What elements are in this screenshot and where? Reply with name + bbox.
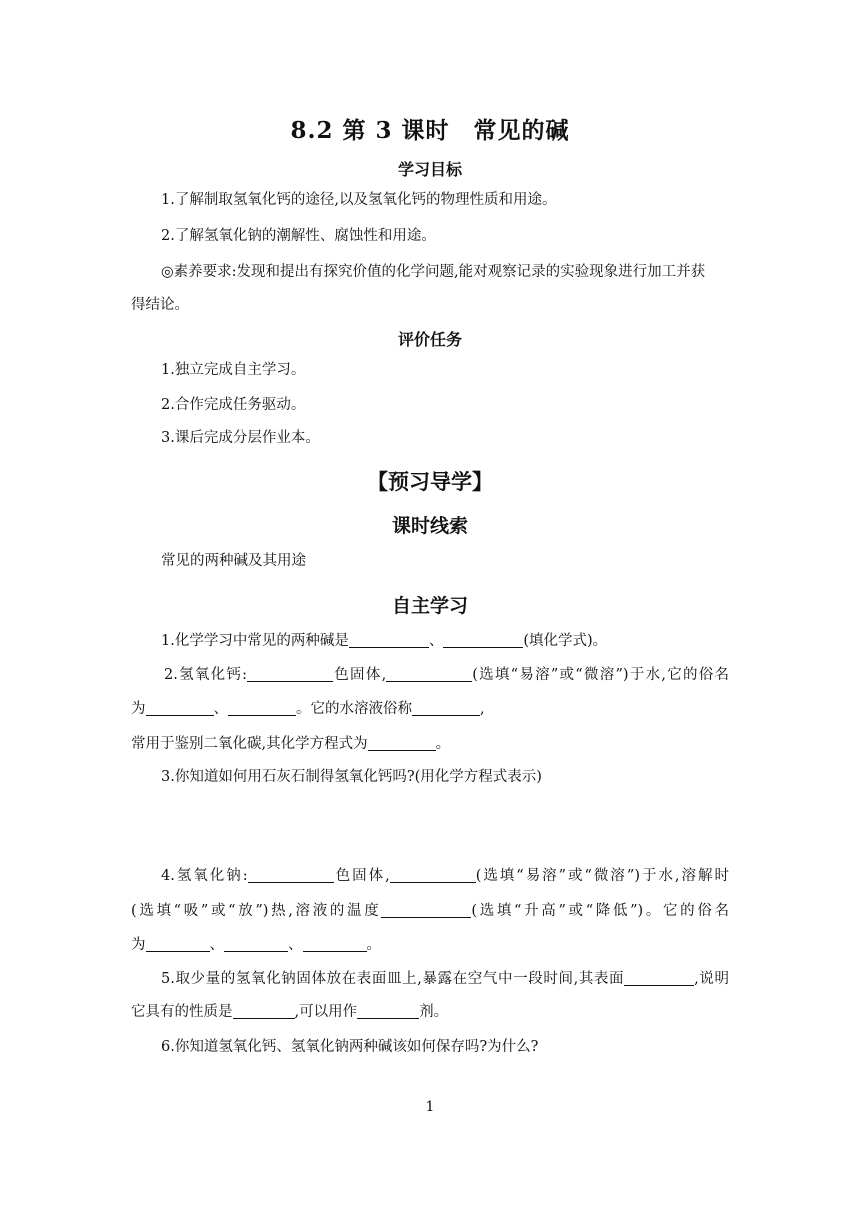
question-2-line-1: 2.氢氧化钙: 色固体, (选填“易溶”或“微溶”)于水,它的俗名 [164, 667, 729, 683]
question-1: 1.化学学习中常见的两种碱是 、 (填化学式)。 [161, 633, 608, 649]
answer-blank[interactable] [224, 937, 288, 952]
question-2-line-3: 常用于鉴别二氧化碳,其化学方程式为 。 [131, 736, 451, 752]
answer-blank[interactable] [443, 633, 523, 648]
answer-blank[interactable] [303, 937, 367, 952]
answer-blank[interactable] [146, 701, 214, 716]
answer-blank[interactable] [349, 633, 429, 648]
answer-blank[interactable] [390, 868, 476, 883]
section-heading-goals: 学习目标 [397, 160, 462, 179]
question-5-line-2: 它具有的性质是 ,可以用作 剂。 [131, 1004, 449, 1020]
answer-blank[interactable] [412, 701, 480, 716]
answer-blank[interactable] [386, 667, 472, 682]
goal-item-1: 1.了解制取氢氧化钙的途径,以及氢氧化钙的物理性质和用途。 [161, 192, 557, 208]
answer-blank[interactable] [357, 1004, 419, 1019]
answer-blank[interactable] [247, 667, 333, 682]
task-item-3: 3.课后完成分层作业本。 [161, 430, 320, 446]
answer-blank[interactable] [248, 868, 334, 883]
page-title: 8.2 第 3 课时 常见的碱 [290, 117, 570, 144]
question-4-line-3: 为 、 、 。 [131, 937, 381, 953]
question-6: 6.你知道氢氧化钙、氢氧化钠两种碱该如何保存吗?为什么? [161, 1039, 539, 1055]
question-3: 3.你知道如何用石灰石制得氢氧化钙吗?(用化学方程式表示) [161, 769, 542, 785]
literacy-requirement-line-2: 得结论。 [131, 297, 189, 313]
clue-text: 常见的两种碱及其用途 [161, 553, 306, 569]
preview-heading: 【预习导学】 [367, 470, 493, 494]
answer-blank[interactable] [146, 937, 210, 952]
section-heading-tasks: 评价任务 [397, 330, 462, 349]
question-5-line-1: 5.取少量的氢氧化钠固体放在表面皿上,暴露在空气中一段时间,其表面 ,说明 [161, 971, 729, 987]
question-2-line-2: 为 、 。它的水溶液俗称 , [131, 701, 485, 717]
answer-blank[interactable] [368, 736, 436, 751]
section-heading-clue: 课时线索 [391, 515, 468, 537]
question-4-line-2: (选填“吸”或“放”)热,溶液的温度 (选填“升高”或“降低”)。它的俗名 [131, 903, 729, 919]
task-item-1: 1.独立完成自主学习。 [161, 362, 306, 378]
answer-blank[interactable] [624, 971, 694, 986]
section-heading-self-study: 自主学习 [391, 595, 468, 617]
task-item-2: 2.合作完成任务驱动。 [161, 397, 306, 413]
answer-blank[interactable] [228, 701, 296, 716]
literacy-requirement-line-1: ◎素养要求:发现和提出有探究价值的化学问题,能对观察记录的实验现象进行加工并获 [161, 264, 706, 280]
page-number: 1 [425, 1099, 435, 1115]
answer-blank[interactable] [233, 1004, 295, 1019]
question-4-line-1: 4.氢氧化钠: 色固体, (选填“易溶”或“微溶”)于水,溶解时 [161, 868, 729, 884]
goal-item-2: 2.了解氢氧化钠的潮解性、腐蚀性和用途。 [161, 228, 436, 244]
answer-blank[interactable] [381, 903, 471, 918]
